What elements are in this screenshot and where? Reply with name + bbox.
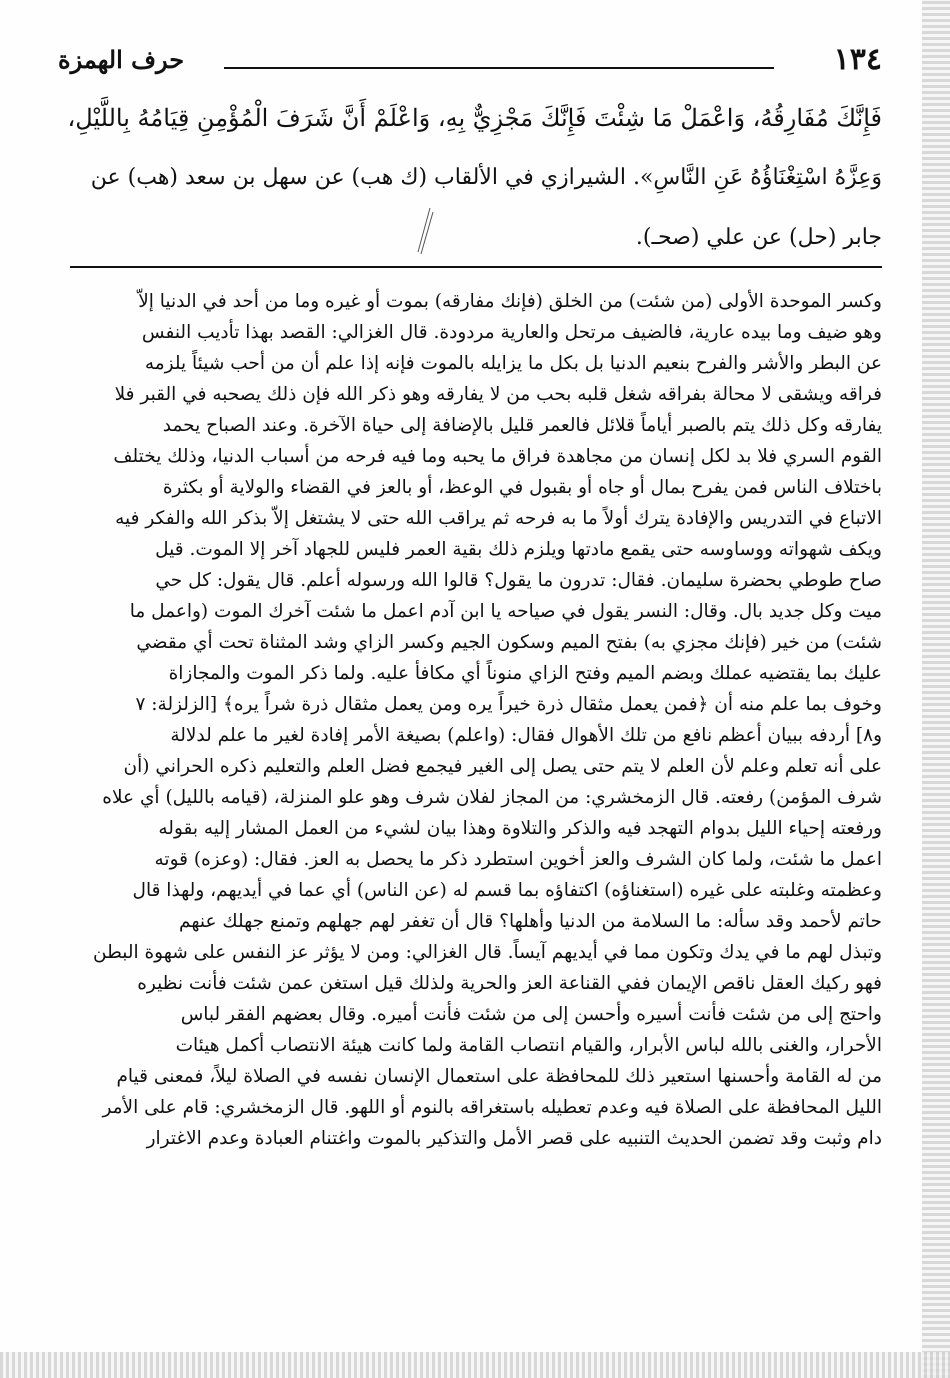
hadith-line: جابر (حل) عن علي (صحـ). <box>635 225 882 250</box>
page-header <box>58 40 882 80</box>
hadith-line: وَعِزَّهُ اسْتِغْنَاؤُهُ عَنِ النَّاسِ». الشيرازي في الألقاب (ك هب) عن سهل بن سعد (هب) عن <box>90 165 882 190</box>
commentary-line: اعمل ما شئت، ولما كان الشرف والعز أخوين استطرد ذكر ما يحصل به العز. فقال: (وعزه) قوته <box>154 849 882 870</box>
hadith-line: فَإِنَّكَ مُفَارِقُهُ، وَاعْمَلْ مَا شِئْتَ فَإِنَّكَ مَجْزِيٌّ بِهِ، وَاعْلَمْ أَنَّ شَرَفَ الْمُؤْمِنِ قِيَامُهُ بِاللَّيْلِ، <box>67 104 882 132</box>
commentary-line: دام وثبت وقد تضمن الحديث التنبيه على قصر الأمل والتذكير بالموت واغتنام العبادة وعدم الاغترار <box>146 1128 882 1149</box>
commentary-line: على أنه تعلم وعلم لأن العلم لا يتم حتى يصل إلى الغير فيجمع فضل العلم والتعليم ذكره الحراني (أن <box>123 756 882 777</box>
commentary-line: من له القامة وأحسنها استعير ذلك للمحافظة على استعمال الإنسان نفسه في الصلاة ليلاً، فمعنى قيام <box>116 1066 882 1087</box>
hadith-text <box>58 88 882 268</box>
page-number: ١٣٤ <box>833 42 882 77</box>
commentary-line: شئت) من خير (فإنك مجزي به) بفتح الميم وسكون الجيم وكسر الزاي وشد المثناة تحت أي مقضي <box>136 632 882 653</box>
scan-border-bottom <box>0 1352 950 1378</box>
scan-border-right <box>922 0 950 1378</box>
pencil-annotation-mark <box>412 206 436 256</box>
section-divider <box>70 266 882 268</box>
commentary-text <box>58 286 882 1154</box>
commentary-line: ويكف شهواته ووساوسه حتى يقمع مادتها ويلزم ذلك بقية العمر فليس للجهاد آخر إلا الموت. قيل <box>155 539 882 560</box>
commentary-line: صاح طوطي بحضرة سليمان. فقال: تدرون ما يقول؟ قالوا الله ورسوله أعلم. قال يقول: كل حي <box>155 570 882 591</box>
commentary-line: يفارقه وكل ذلك يتم بالصبر أياماً قلائل فالعمر قليل بالإضافة إلى حياة الآخرة. وعند الصباح يحمد <box>162 415 882 436</box>
commentary-line: باختلاف الناس فمن يفرح بمال أو جاه أو بقبول في الوعظ، أو بالعز في القضاء والولاية أو بكثرة <box>162 477 882 498</box>
commentary-line: و٨] أردفه ببيان أعظم نافع من تلك الأهوال فقال: (واعلم) بصيغة الأمر إفادة لغير ما علم لدلالة <box>170 725 882 746</box>
commentary-line: وعظمته وغلبته على غيره (استغناؤه) اكتفاؤه بما قسم له (عن الناس) أي عما في أيديهم، ولهذا قال <box>132 880 882 901</box>
commentary-line: الأحرار، والغنى بالله لباس الأبرار، والقيام انتصاب القامة ولما كانت هيئة الانتصاب أكمل هيئات <box>175 1035 882 1056</box>
commentary-line: وهو ضيف وما بيده عارية، فالضيف مرتحل والعارية مردودة. قال الغزالي: القصد بهذا تأديب النفس <box>141 322 882 343</box>
chapter-title: حرف الهمزة <box>58 45 185 74</box>
commentary-line: عليك بما يقتضيه عملك وبضم الميم وفتح الزاي منوناً أي مكافأ عليه. ولما ذكر الموت والمجازاة <box>168 663 882 684</box>
commentary-line: واحتج إلى من شئت فأنت أسيره وأحسن إلى من شئت فأنت أميره. وقال بعضهم الفقر لباس <box>180 1004 882 1025</box>
commentary-line: الليل المحافظة على الصلاة فيه وعدم تعطيله باستغراقه بالنوم أو اللهو. قال الزمخشري: قام على الأمر <box>102 1097 882 1118</box>
commentary-line: شرف المؤمن) رفعته. قال الزمخشري: من المجاز لفلان شرف وهو علو المنزلة، (قيامه بالليل) أي علاه <box>102 787 882 808</box>
commentary-line: فراقه ويشقى لا محالة بفراقه شغل قلبه بحب من لا يفارقه وهو ذكر الله فإن ذلك يصحبه في القبر فلا <box>114 384 882 405</box>
commentary-line: ورفعته إحياء الليل بدوام التهجد فيه والذكر والتلاوة وهذا بيان لشيء من العمل المشار إليه بقوله <box>158 818 882 839</box>
commentary-line: ميت وكل جديد بال. وقال: النسر يقول في صياحه يا ابن آدم اعمل ما شئت آخرك الموت (واعمل ما <box>129 601 882 622</box>
commentary-line: وكسر الموحدة الأولى (من شئت) من الخلق (فإنك مفارقه) بموت أو غيره وما من أحد في الدنيا إلاّ <box>138 291 882 312</box>
commentary-line: الاتباع في التدريس والإفادة يترك أولاً ما به فرحه ثم يراقب الله حتى لا يشتغل إلاّ بذكر الله والفكر فيه <box>115 508 882 529</box>
header-rule <box>224 67 774 69</box>
commentary-line: عن البطر والأشر والفرح بنعيم الدنيا بل بكل ما يزايله بالموت فإنه إذا علم أن من أحب شيئاً يلزمه <box>144 353 882 374</box>
commentary-line: وتبذل لهم ما في يدك وتكون مما في أيديهم آيساً. قال الغزالي: ومن لا يؤثر عز النفس على شهوة البطن <box>92 942 882 963</box>
commentary-line: فهو ركيك العقل ناقص الإيمان ففي القناعة العز والحرية ولذلك قيل استغن عمن شئت فأنت نظيره <box>137 973 882 994</box>
commentary-line: القوم السري فلا بد لكل إنسان من مجاهدة فراق ما يحبه وما فيه فرحه من أسباب الدنيا، وذلك يختلف <box>113 446 882 467</box>
commentary-line: وخوف بما علم منه أن ﴿فمن يعمل مثقال ذرة خيراً يره ومن يعمل مثقال ذرة شراً يره﴾ [الزلزلة: ٧ <box>135 694 882 715</box>
commentary-line: حاتم لأحمد وقد سأله: ما السلامة من الدنيا وأهلها؟ قال أن تغفر لهم جهلهم وتمنع جهلك عنهم <box>179 911 882 932</box>
